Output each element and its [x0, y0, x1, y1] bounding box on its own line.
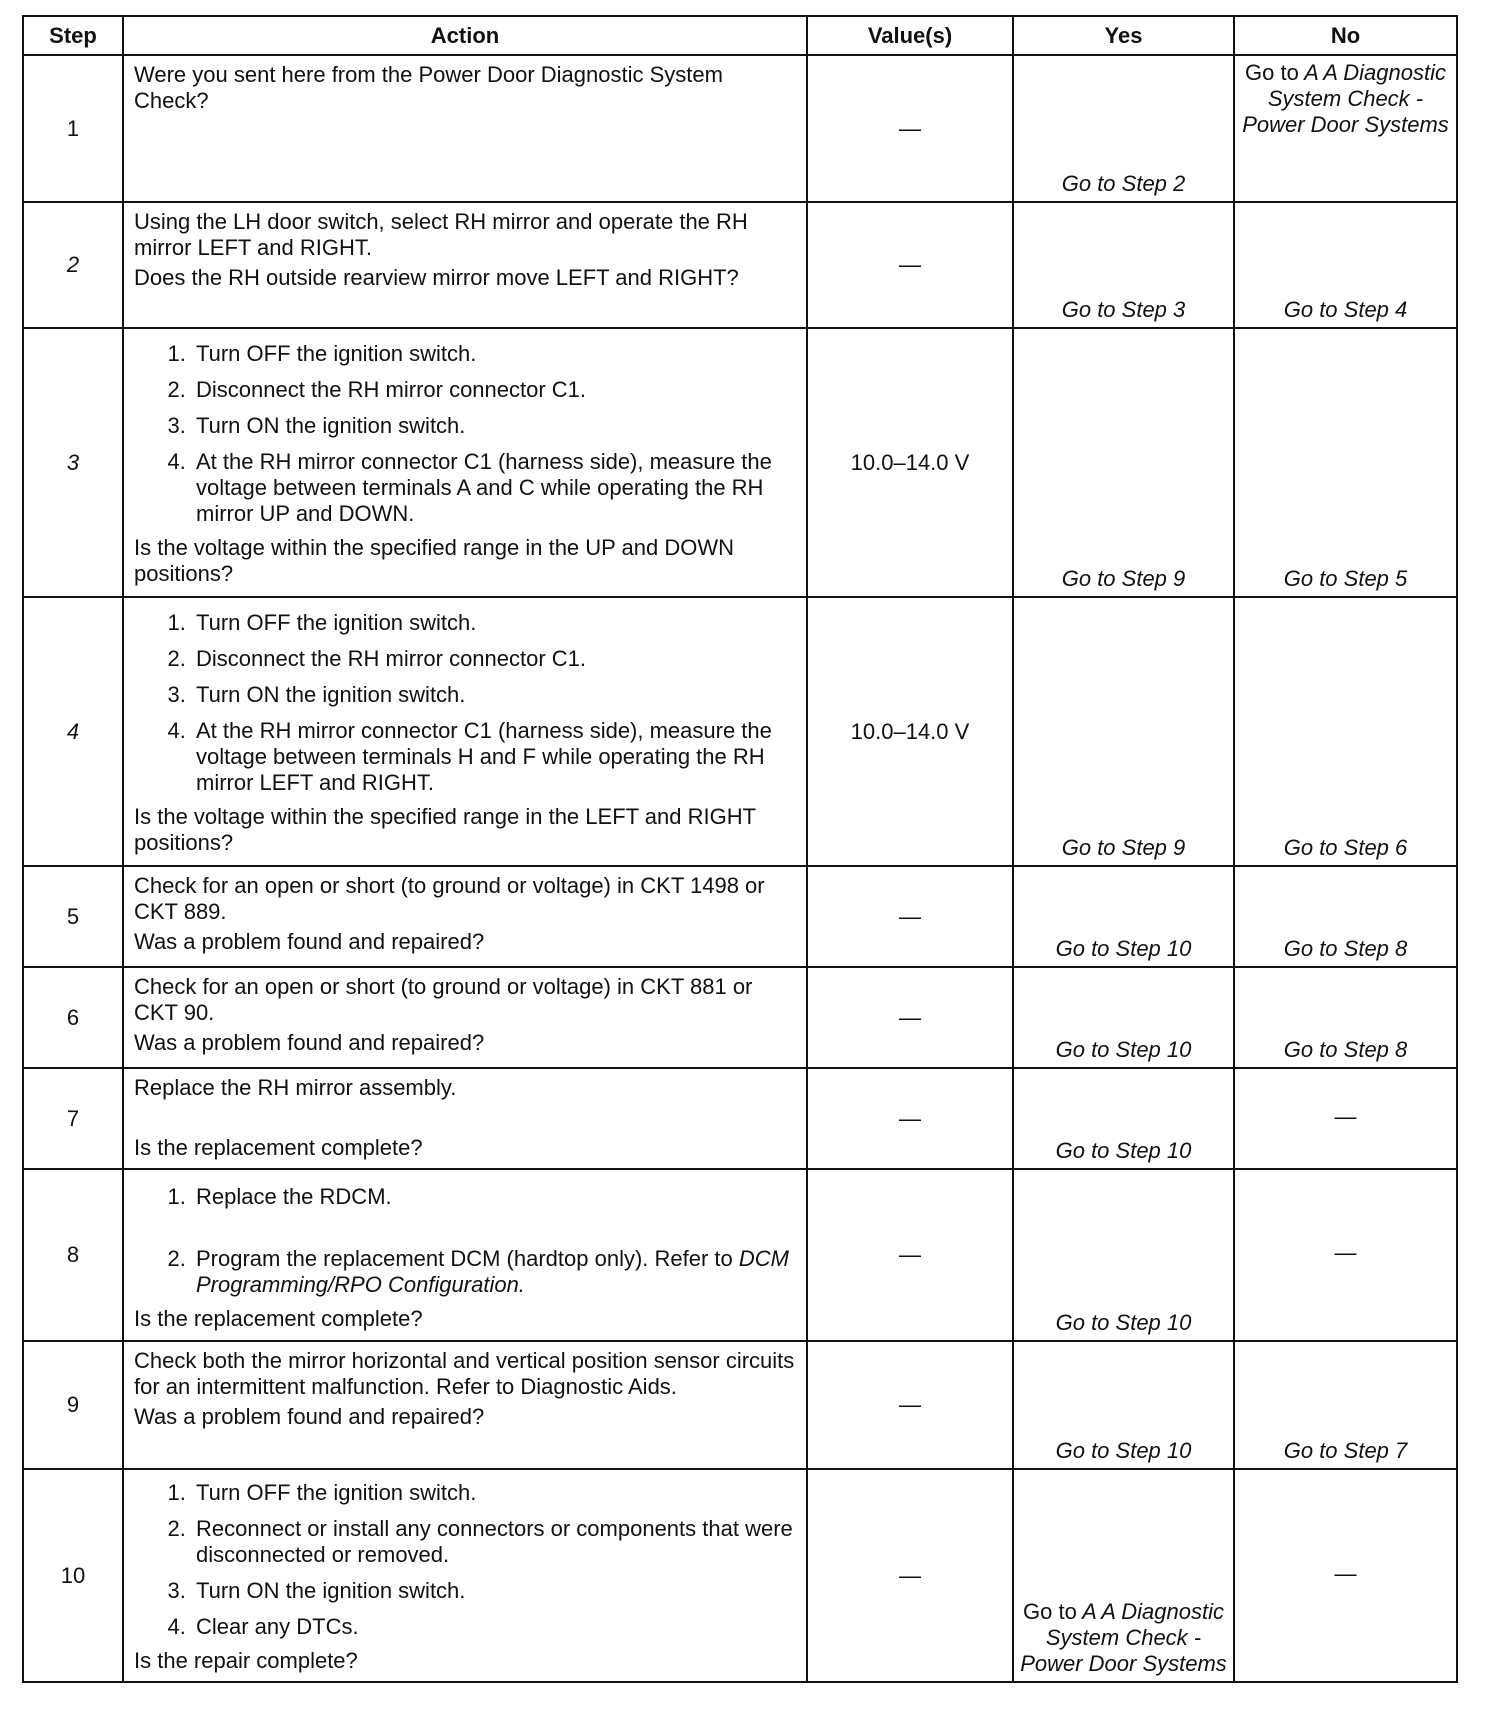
step-number: 4 [23, 597, 123, 866]
step-number: 1 [23, 55, 123, 202]
table-row [23, 866, 1457, 967]
yes-cell: Go to Step 10 [1013, 967, 1234, 1068]
value-cell: 10.0–14.0 V [807, 328, 1013, 597]
action-step-text: Program the replacement DCM (hardtop only). Refer to [196, 1246, 733, 1271]
no-cell: Go to Step 7 [1234, 1341, 1457, 1469]
step-number: 10 [23, 1469, 123, 1682]
action-question: Is the repair complete? [134, 1648, 358, 1673]
action-question: Was a problem found and repaired? [134, 929, 485, 954]
no-cell: Go to Step 4 [1234, 202, 1457, 328]
header-yes: Yes [1013, 16, 1234, 55]
table-row [23, 55, 1457, 202]
step-number: 7 [23, 1068, 123, 1169]
action-text: Using the LH door switch, select RH mirror and operate the RH mirror LEFT and RIGHT. [134, 209, 748, 260]
yes-cell: Go to Step 9 [1013, 597, 1234, 866]
value-cell: — [807, 1469, 1013, 1682]
action-text: Check for an open or short (to ground or voltage) in CKT 881 or CKT 90. [134, 974, 753, 1025]
table-row [23, 1469, 1457, 1682]
action-step: 2. Reconnect or install any connectors or components that were disconnected or removed. [192, 1516, 798, 1568]
yes-cell: Go to Step 10 [1013, 1068, 1234, 1169]
action-steps [134, 1480, 798, 1640]
header-no: No [1234, 16, 1457, 55]
table-row [23, 328, 1457, 597]
action-question: Is the voltage within the specified range in the LEFT and RIGHT positions? [134, 804, 756, 855]
action-question: Does the RH outside rearview mirror move LEFT and RIGHT? [134, 265, 739, 290]
action-cell [123, 202, 807, 328]
no-italic: A A Diagnostic System Check - Power Door Systems [1242, 60, 1449, 137]
value-cell: — [807, 866, 1013, 967]
yes-italic: A A Diagnostic System Check - Power Door Systems [1020, 1599, 1227, 1676]
step-number: 8 [23, 1169, 123, 1341]
action-step: 2. Disconnect the RH mirror connector C1. [192, 646, 798, 672]
value-cell: — [807, 55, 1013, 202]
action-cell [123, 597, 807, 866]
no-plain: Go to [1245, 60, 1299, 85]
action-step: 4. Clear any DTCs. [192, 1614, 798, 1640]
action-cell [123, 1469, 807, 1682]
table-row [23, 1169, 1457, 1341]
yes-cell: Go to Step 10 [1013, 1341, 1234, 1469]
value-cell: — [807, 967, 1013, 1068]
yes-plain: Go to [1023, 1599, 1077, 1624]
step-number: 5 [23, 866, 123, 967]
action-steps [134, 610, 798, 796]
no-cell: — [1234, 1169, 1457, 1341]
action-step: 3. Turn ON the ignition switch. [192, 1578, 798, 1604]
action-step: 4. At the RH mirror connector C1 (harness side), measure the voltage between terminals A and C while operating the RH mirror UP and DOWN. [192, 449, 798, 527]
step-number: 6 [23, 967, 123, 1068]
step-number: 9 [23, 1341, 123, 1469]
action-cell [123, 1341, 807, 1469]
value-cell: — [807, 1068, 1013, 1169]
table-row [23, 202, 1457, 328]
action-steps [134, 341, 798, 527]
action-step: 4. At the RH mirror connector C1 (harness side), measure the voltage between terminals H and F while operating the RH mirror LEFT and RIGHT. [192, 718, 798, 796]
action-question: Was a problem found and repaired? [134, 1404, 485, 1429]
value-cell: — [807, 1341, 1013, 1469]
action-step: 1. Turn OFF the ignition switch. [192, 1480, 798, 1506]
yes-cell: Go to Step 10 [1013, 866, 1234, 967]
no-cell: Go to Step 6 [1234, 597, 1457, 866]
step-number: 2 [23, 202, 123, 328]
no-cell: — [1234, 1469, 1457, 1682]
action-question: Is the replacement complete? [134, 1135, 423, 1160]
action-question: Is the replacement complete? [134, 1306, 423, 1331]
yes-cell [1013, 1469, 1234, 1682]
action-text: Check both the mirror horizontal and vertical position sensor circuits for an intermittent malfunction. Refer to Diagnostic Aids. [134, 1348, 795, 1399]
value-cell: — [807, 202, 1013, 328]
no-cell [1234, 55, 1457, 202]
value-cell: — [807, 1169, 1013, 1341]
no-cell: Go to Step 8 [1234, 866, 1457, 967]
diagnostic-table [22, 15, 1458, 1683]
no-cell: Go to Step 5 [1234, 328, 1457, 597]
action-steps [134, 1184, 798, 1298]
table-row [23, 1341, 1457, 1469]
action-step: 3. Turn ON the ignition switch. [192, 413, 798, 439]
value-cell: 10.0–14.0 V [807, 597, 1013, 866]
table-row [23, 597, 1457, 866]
action-cell [123, 328, 807, 597]
no-cell: Go to Step 8 [1234, 967, 1457, 1068]
action-step: 1. Replace the RDCM. [192, 1184, 798, 1210]
action-cell [123, 866, 807, 967]
action-step [192, 1246, 798, 1298]
no-cell: — [1234, 1068, 1457, 1169]
yes-cell: Go to Step 10 [1013, 1169, 1234, 1341]
step-number: 3 [23, 328, 123, 597]
action-text: Replace the RH mirror assembly. [134, 1075, 457, 1100]
table-row [23, 1068, 1457, 1169]
action-text: Check for an open or short (to ground or voltage) in CKT 1498 or CKT 889. [134, 873, 765, 924]
action-cell [123, 1169, 807, 1341]
action-text: Were you sent here from the Power Door Diagnostic System Check? [134, 62, 723, 113]
header-row [23, 16, 1457, 55]
action-question: Is the voltage within the specified range in the UP and DOWN positions? [134, 535, 735, 586]
header-step: Step [23, 16, 123, 55]
action-step: 2. Disconnect the RH mirror connector C1. [192, 377, 798, 403]
action-step: 3. Turn ON the ignition switch. [192, 682, 798, 708]
table-row [23, 967, 1457, 1068]
action-question: Was a problem found and repaired? [134, 1030, 485, 1055]
action-cell [123, 967, 807, 1068]
action-step: 1. Turn OFF the ignition switch. [192, 341, 798, 367]
header-action: Action [123, 16, 807, 55]
yes-cell: Go to Step 9 [1013, 328, 1234, 597]
reference-link: DCM Programming/RPO Configuration. [196, 1246, 790, 1297]
action-cell [123, 1068, 807, 1169]
yes-cell: Go to Step 3 [1013, 202, 1234, 328]
header-values: Value(s) [807, 16, 1013, 55]
action-step: 1. Turn OFF the ignition switch. [192, 610, 798, 636]
action-cell [123, 55, 807, 202]
yes-cell: Go to Step 2 [1013, 55, 1234, 202]
